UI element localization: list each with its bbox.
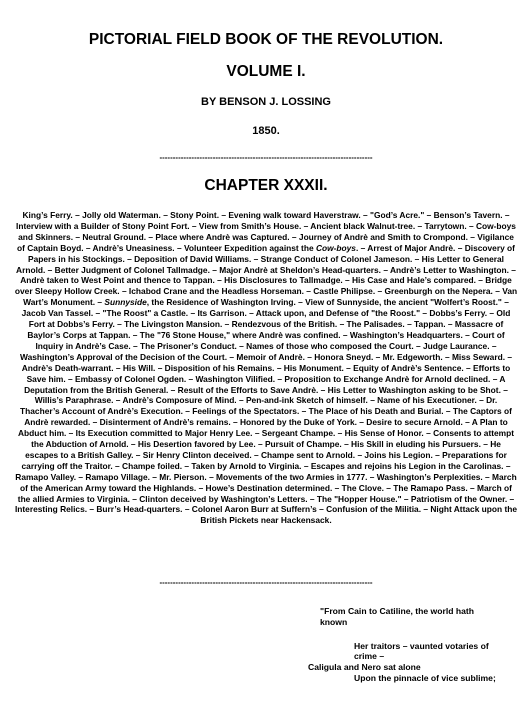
chapter-heading: CHAPTER XXXII. (204, 177, 328, 194)
epigraph-line: Her traitors – vaunted votaries of (354, 640, 489, 651)
divider-rule: -------------------------------------------------------------------------------- (159, 153, 373, 162)
synopsis-text: King’s Ferry. – Jolly old Waterman. – Stony Point. – Evening walk toward Haverstraw. – "God’s Acre." – Benson’s Tavern. – Interview with a Builder of Stony Point Fort. – View from Smith’s House. – Ancient black Walnut-tree. – Tarrytown. – Cow-boys and Skinners. – Neutral Ground. – Place where Andrè was Captured. – Journey of Andrè and Smith to Crompond. – Vigilance of Captain Boyd. – Andrè’s Uneasiness. – Volunteer Expedition against the (16, 210, 516, 253)
epigraph (308, 606, 520, 684)
author-line: BY BENSON J. LOSSING (201, 96, 331, 108)
synopsis-italic: Sunnyside (104, 297, 147, 308)
epigraph-line: "From Cain to Catiline, the world hath (320, 606, 474, 616)
epigraph-line: crime – (354, 651, 385, 662)
synopsis-text: . – Arrest of Major Andrè. – Discovery of Papers in his Stockings. – Deposition of David Williams. – Strange Conduct of Colonel Jameson. – His Letter to General Arnold. – Better Judgment of Colonel Tallmadge. – Major Andrè at Sheldon’s Head-quarters. – Andrè’s Letter to Washington. – Andrè taken to West Point and thence to Tappan. – His Disclosures to Tallmadge. – His Case and Hale’s compared. – Bridge over Sleepy Hollow Creek. – Ichabod Crane and the Headless Horseman. – Castle Philipse. – Greenburgh on the Nepera. – Van Wart’s Monument. – (14, 242, 518, 308)
divider-rule: -------------------------------------------------------------------------------- (159, 578, 373, 587)
chapter-synopsis (14, 210, 518, 526)
book-title: PICTORIAL FIELD BOOK OF THE REVOLUTION. (88, 31, 444, 48)
volume-heading: VOLUME I. (226, 63, 306, 80)
synopsis-text: , the Residence of Washington Irving. – View of Sunnyside, the ancient "Wolfert’s Roost." – Jacob Van Tassel. – "The Roost" a Castle. – Its Garrison. – Attack upon, and Defense of "the Roost." – Dobbs’s Ferry. – Old Fort at Dobbs’s Ferry. – The Livingston Mansion. – Rendezvous of the British. – The Palisades. – Tappan. – Massacre of Baylor’s Corps at Tappan. – The "76 Stone House," where Andrè was confined. – Washington’s Headquarters. – Court of Inquiry in Andrè’s Case. – The Prisoner’s Conduct. – Names of those who composed the Court. – Judge Laurance. – Washington’s Approval of the Decision of the Court. – Memoir of Andrè. – Honora Sneyd. – Mr. Edgeworth. – Miss Seward. – Andrè’s Death-warrant. – His Will. – Disposition of his Remains. – His Monument. – Equity of Andrè’s Sentence. – Efforts to Save him. – Embassy of Colonel Ogden. – Washington Vilified. – Proposition to Exchange Andrè for Arnold declined. – A Deputation from the British General. – Result of the Efforts to Save Andrè. – His Letter to Washington asking to be Shot. – Willis’s Paraphrase. – Andrè’s Composure of Mind. – Pen-and-ink Sketch of himself. – Name of his Executioner. – Dr. Thacher’s Account of Andrè’s Execution. – Feelings of the Spectators. – The Place of his Death and Burial. – The Captors of Andrè rewarded. – Disinterment of Andrè’s remains. – Honored by the Duke of York. – Desire to secure Arnold. – A Plan to Abduct him. – Its Execution committed to Major Henry Lee. – Sergeant Champe. – His Sense of Honor. – Consents to attempt the Abduction of Arnold. – His Desertion favored by Lee. – Pursuit of Champe. – His Skill in eluding his Pursuers. – He escapes to a British Galley. – Sir Henry Clinton deceived. – Champe sent to Arnold. – Joins his Legion. – Preparations for carrying off the Traitor. – Champe foiled. – Taken by Arnold to Virginia. – Escapes and rejoins his Legion in the Carolinas. – Ramapo Valley. – Ramapo Village. – Mr. Pierson. – Movements of the two Armies in 1777. – Washington’s Perplexities. – March of the American Army toward the Highlands. – Howe’s Destination determined. – The Clove. – The Ramapo Pass. – March of the allied Armies to Virginia. – Clinton deceived by Washington’s Letters. – The "Hopper House." – Patriotism of the Owner. – Interesting Relics. – Burr’s Head-quarters. – Colonel Aaron Burr at Suffern’s – Confusion of the Militia. – Night Attack upon the British Pickets near Hackensack. (14, 297, 518, 526)
publication-year: 1850. (252, 125, 280, 137)
synopsis-italic: Cow-boys (315, 242, 356, 253)
epigraph-line: Upon the pinnacle of vice sublime; (354, 672, 496, 683)
epigraph-line: Caligula and Nero sat alone (308, 662, 421, 673)
epigraph-line: known (320, 616, 348, 627)
